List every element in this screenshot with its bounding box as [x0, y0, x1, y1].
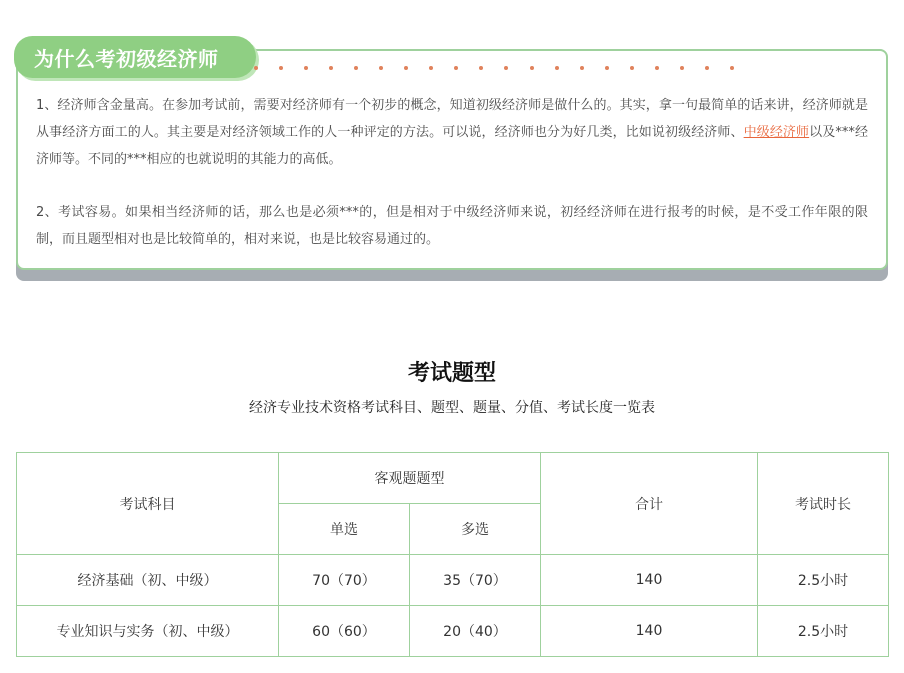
- divider-dot: [354, 66, 358, 70]
- card-body: [36, 92, 868, 279]
- paragraph-1: [36, 92, 868, 173]
- exam-table: [16, 452, 889, 657]
- cell-subject: 经济基础（初、中级）: [17, 555, 279, 606]
- section-title: 考试题型: [407, 361, 496, 386]
- paragraph-1-text: 1、经济师含金量高。在参加考试前，需要对经济师有一个初步的概念，知道初级经济师是做什么的。其实，拿一句最简单的话来讲，经济师就是从事经济方面工的人。其主要是对经济领域工作的人一种评定的方法。可以说，经济师也分为好几类，比如说初级经济师、: [36, 98, 868, 140]
- divider-dot: [504, 66, 508, 70]
- divider-dot: [680, 66, 684, 70]
- table-row: [17, 555, 889, 606]
- section-subtitle: 经济专业技术资格考试科目、题型、题量、分值、考试长度一览表: [249, 400, 655, 416]
- cell-multiple: 35（70）: [410, 555, 541, 606]
- divider-dot: [580, 66, 584, 70]
- divider-dot: [630, 66, 634, 70]
- cell-total: 140: [541, 606, 758, 657]
- divider-dot: [605, 66, 609, 70]
- cell-duration: 2.5小时: [758, 606, 889, 657]
- table-row: [17, 606, 889, 657]
- header-total: 合计: [541, 453, 758, 555]
- divider-dot: [279, 66, 283, 70]
- paragraph-1-text-tail: 以及***经济师等。不同的***相应的也就说明的其能力的高低。: [36, 125, 868, 167]
- cell-single: 60（60）: [279, 606, 410, 657]
- intermediate-economist-link[interactable]: 中级经济师: [743, 125, 810, 140]
- divider-dot: [379, 66, 383, 70]
- header-multiple: 多选: [410, 504, 541, 555]
- table-header-row: [17, 453, 889, 504]
- cell-multiple: 20（40）: [410, 606, 541, 657]
- cell-single: 70（70）: [279, 555, 410, 606]
- cell-subject: 专业知识与实务（初、中级）: [17, 606, 279, 657]
- cell-duration: 2.5小时: [758, 555, 889, 606]
- header-duration: 考试时长: [758, 453, 889, 555]
- divider-dot: [404, 66, 408, 70]
- divider-dot: [429, 66, 433, 70]
- header-subject: 考试科目: [17, 453, 279, 555]
- card-title-tag: [14, 36, 256, 78]
- cell-total: 140: [541, 555, 758, 606]
- paragraph-2: 2、考试容易。如果相当经济师的话，那么也是必须***的，但是相对于中级经济师来说，初经经济师在进行报考的时候，是不受工作年限的限制，而且题型相对也是比较简单的，相对来说，也是比较容易通过的。: [36, 205, 868, 247]
- divider-dot: [479, 66, 483, 70]
- divider-dot: [454, 66, 458, 70]
- card-title: 为什么考初级经济师: [34, 46, 219, 71]
- divider-dot: [730, 66, 734, 70]
- divider-dot: [555, 66, 559, 70]
- divider-dot: [705, 66, 709, 70]
- dotted-divider: [254, 64, 734, 72]
- divider-dot: [530, 66, 534, 70]
- divider-dot: [304, 66, 308, 70]
- divider-dot: [329, 66, 333, 70]
- divider-dot: [655, 66, 659, 70]
- header-single: 单选: [279, 504, 410, 555]
- divider-dot: [254, 66, 258, 70]
- header-objective: 客观题题型: [279, 453, 541, 504]
